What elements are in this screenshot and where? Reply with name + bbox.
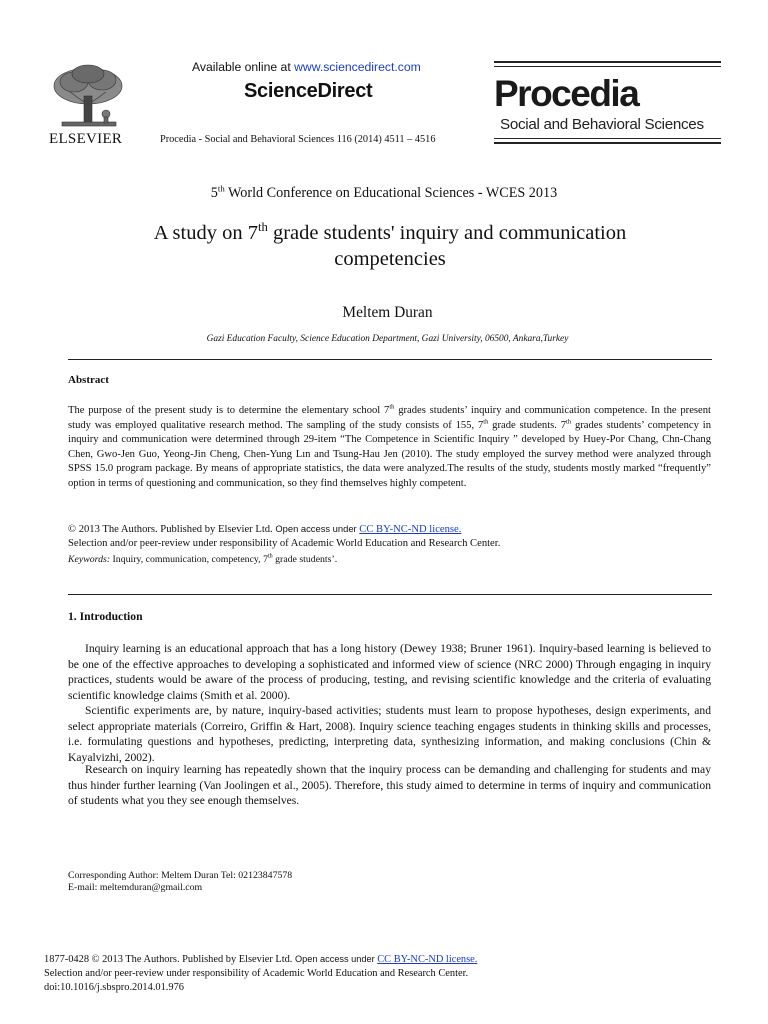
title-sup: th bbox=[257, 220, 268, 235]
available-online bbox=[192, 60, 421, 74]
abstract-s3: th bbox=[566, 418, 572, 426]
intro-paragraph-1: Inquiry learning is an educational approach that has a long history (Dewey 1938; Bruner 1961). Inquiry-based learning is believed to be one of the effective approaches to developing a sophisticated and informed view of science (NRC 2000) Through engaging in inquiry practices, students would be aware of the process of producing, testing, and revising scientific knowledge and the criteria of evaluating scientific knowledge claims (Smith et al. 2000). bbox=[68, 642, 711, 702]
conference-ordinal: 5 bbox=[210, 185, 218, 201]
procedia-brand-title: Procedia bbox=[494, 73, 639, 114]
license-open-access: Open access under bbox=[275, 523, 360, 534]
footer-issn: 1877-0428 © 2013 The Authors. Published by Elsevier Ltd. bbox=[44, 954, 295, 965]
keywords-sup: th bbox=[267, 553, 273, 560]
abstract-s1: th bbox=[389, 403, 395, 411]
procedia-brand-subtitle: Social and Behavioral Sciences bbox=[500, 116, 704, 133]
author-affiliation: Gazi Education Faculty, Science Education Department, Gazi University, 06500, Ankara,Turkey bbox=[206, 334, 569, 344]
license-copyright: © 2013 The Authors. Published by Elsevier Ltd. bbox=[68, 524, 276, 535]
footer-doi: doi:10.1016/j.sbspro.2014.01.976 bbox=[44, 982, 184, 993]
publisher-name: ELSEVIER bbox=[49, 131, 123, 147]
keywords-label: Keywords: bbox=[68, 554, 111, 565]
keywords-line bbox=[68, 554, 337, 565]
corresponding-email: E-mail: meltemduran@gmail.com bbox=[68, 882, 203, 893]
license-line bbox=[68, 523, 461, 535]
footer-cc-license-link[interactable]: CC BY-NC-ND license. bbox=[377, 954, 478, 965]
abstract-heading: Abstract bbox=[68, 374, 109, 386]
conference-name bbox=[0, 185, 768, 202]
section-heading-introduction: 1. Introduction bbox=[68, 610, 143, 623]
footer-issn-line bbox=[44, 954, 477, 965]
license-selection: Selection and/or peer-review under responsibility of Academic World Education and Research Center. bbox=[68, 538, 501, 549]
title-part1: A study on 7 bbox=[153, 222, 258, 244]
corresponding-author: Corresponding Author: Meltem Duran Tel: 02123847578 bbox=[68, 870, 293, 881]
author-name: Meltem Duran bbox=[342, 304, 433, 321]
paper-title-line2: competencies bbox=[334, 248, 446, 270]
title-part2: grade students' inquiry and communication bbox=[267, 222, 627, 244]
journal-citation: Procedia - Social and Behavioral Sciences 116 (2014) 4511 – 4516 bbox=[160, 134, 436, 145]
keywords-text: Inquiry, communication, competency, 7 bbox=[110, 554, 268, 565]
footer-open-access: Open access under bbox=[295, 954, 378, 964]
abstract-s2: th bbox=[483, 418, 489, 426]
paper-title bbox=[0, 220, 768, 272]
rule-after-keywords bbox=[68, 594, 712, 595]
keywords-tail: grade students’. bbox=[272, 554, 338, 565]
rule-after-affiliation bbox=[68, 359, 712, 360]
brand-rule-top2 bbox=[494, 66, 721, 67]
sciencedirect-url-link[interactable]: www.sciencedirect.com bbox=[294, 60, 421, 74]
intro-paragraph-3: Research on inquiry learning has repeatedly shown that the inquiry process can be demanding and challenging for students and may thus hinder further learning (Van Joolingen et al., 2005). Therefore, this study aimed to determine in terms of inquiry and communication of students what you they see enough themselves. bbox=[68, 763, 711, 807]
available-prefix: Available online at bbox=[192, 60, 295, 74]
cc-license-link[interactable]: CC BY-NC-ND license. bbox=[359, 524, 462, 535]
sciencedirect-logo: ScienceDirect bbox=[244, 80, 373, 102]
footer-selection: Selection and/or peer-review under responsibility of Academic World Education and Research Center. bbox=[44, 968, 469, 979]
abstract-t1: The purpose of the present study is to determine the elementary school 7 bbox=[68, 405, 390, 416]
brand-rule-bottom2 bbox=[494, 142, 721, 144]
abstract-t3: grade students. 7 bbox=[488, 419, 567, 431]
paper-title-line1 bbox=[0, 220, 768, 246]
abstract-t4: grades students’ competency in inquiry and communication were determined through 29-item “The Competence in Scientific Inquiry ” developed by Huey-Por Chang, Chn-Chang Chen, Gwo-Jen Guo, Yeong-Jin Cheng, Chen-Yung Lın and Tsung-Hau Jen (2010). The study employed the survey method were analyzed through SPSS 15.0 program package. By means of appropriate statistics, the data were analyzed.The results of the study, students mostly marked “frequently” option in terms of questioning and communication, so they find themselves highly competent. bbox=[68, 419, 711, 489]
brand-rule-top bbox=[494, 61, 721, 63]
conference-ordinal-sup: th bbox=[217, 183, 225, 194]
elsevier-tree-logo bbox=[44, 62, 132, 132]
brand-rule-bottom bbox=[494, 138, 721, 139]
conference-title: World Conference on Educational Sciences - WCES 2013 bbox=[224, 185, 558, 201]
intro-paragraph-2: Scientific experiments are, by nature, inquiry-based activities; students must learn to propose hypotheses, design experiments, and select appropriate materials (Correiro, Griffin & Hart, 2008). Inquiry science teaching engages students in thinking skills and processes, i.e. formulating questions and hypotheses, predicting, interpreting data, synthesizing information, and making conclusions (Chin & Kayalvizhi, 2002). bbox=[68, 704, 711, 764]
abstract-t2: grades students’ inquiry and communication competence. In the present study was employed qualitative research method. The sampling of the study consists of 155, 7 bbox=[68, 405, 711, 431]
abstract-body bbox=[68, 404, 711, 492]
